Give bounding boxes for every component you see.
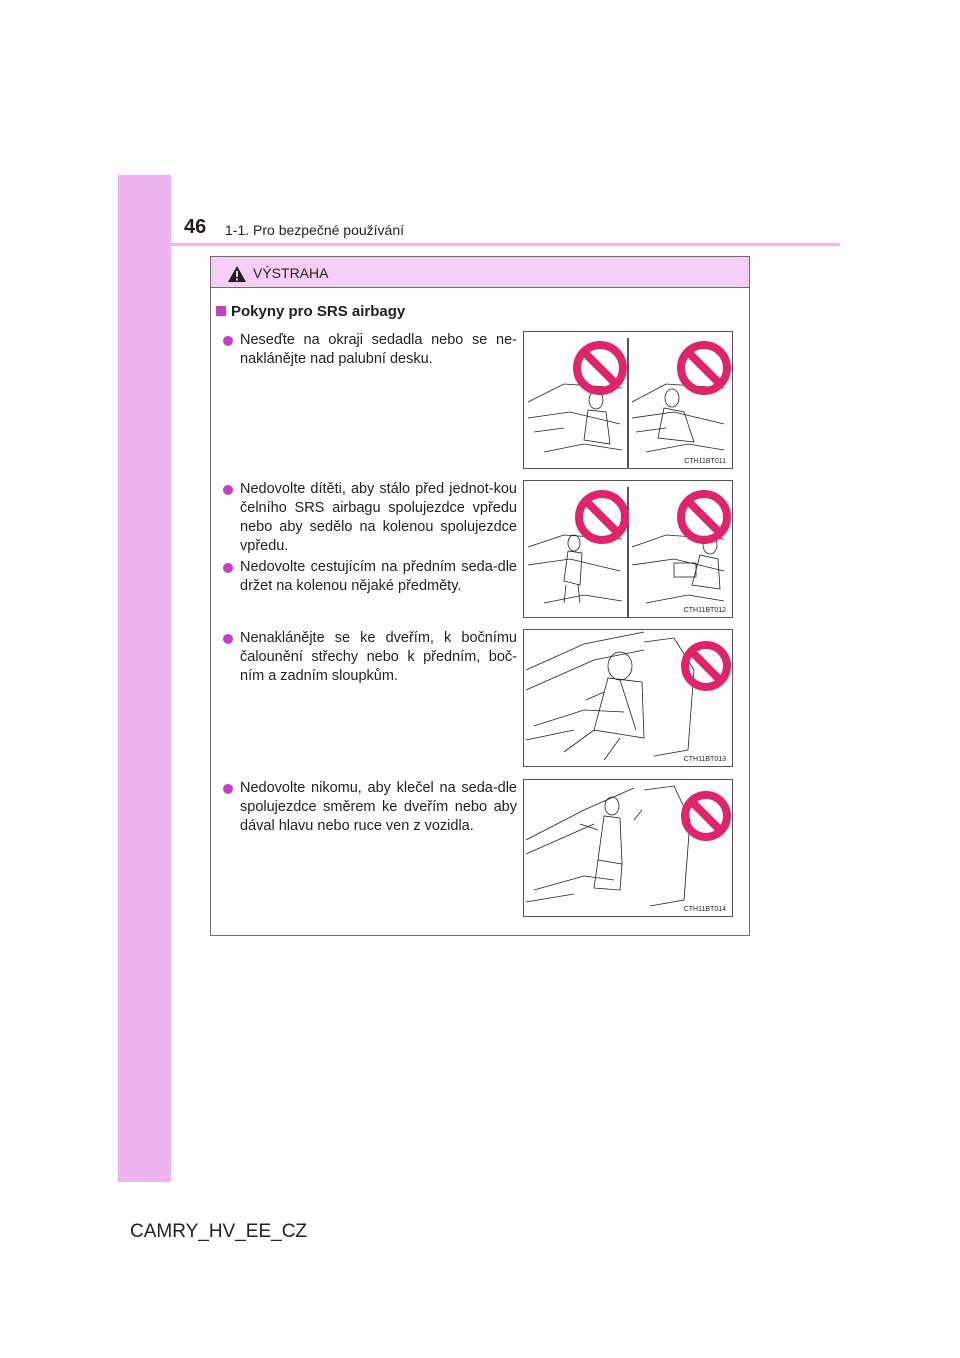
prohibition-icon: [685, 795, 727, 837]
prohibition-icon: [577, 345, 727, 391]
bullet-dot-icon: [223, 336, 233, 346]
bullet-item: [223, 629, 517, 686]
bullet-item: [223, 779, 517, 836]
section-title-text: Pokyny pro SRS airbagy: [231, 303, 406, 320]
figure-code: CTH11BT012: [683, 607, 726, 614]
bullet-text: Nedovolte dítěti, aby stálo před jednot-kou čelního SRS airbagu spolujezdce vpředu nebo aby sedělo na kolenou spolujezdce vpředu.: [240, 481, 517, 554]
bullet-item: [223, 558, 517, 596]
bullet-dot-icon: [223, 784, 233, 794]
bullet-item: [223, 331, 517, 369]
bullet-text: Nedovolte nikomu, aby klečel na seda-dle spolujezdce směrem ke dveřím nebo aby dával hlavu nebo ruce ven z vozidla.: [240, 780, 517, 834]
bullet-dot-icon: [223, 485, 233, 495]
section-heading: 1-1. Pro bezpečné používání: [225, 222, 405, 238]
warning-triangle-icon: [227, 265, 247, 283]
figure-code: CTH11BT014: [683, 906, 726, 913]
page-number: 46: [184, 216, 207, 238]
illustration-lean-dashboard: [523, 331, 733, 469]
figure-code: CTH11BT011: [684, 458, 726, 465]
prohibition-icon: [579, 494, 727, 540]
illustration-child-standing: [523, 480, 733, 618]
bullet-dot-icon: [223, 634, 233, 644]
bullet-item: [223, 480, 517, 556]
warning-box: [210, 256, 750, 936]
figure-code: CTH11BT013: [683, 756, 726, 763]
warning-header: [211, 257, 749, 288]
bullet-dot-icon: [223, 563, 233, 573]
illustration-kneeling: [523, 779, 733, 917]
document-code: CAMRY_HV_EE_CZ: [130, 1221, 308, 1242]
illustration-lean-door: [523, 629, 733, 767]
section-title: [216, 303, 405, 320]
bullet-text: Nenaklánějte se ke dveřím, k bočnímu čalounění střechy nebo k předním, boč-ním a zadním sloupkům.: [240, 630, 517, 684]
header-rule: [118, 243, 840, 246]
side-tab-band: [118, 175, 171, 1182]
warning-label: VÝSTRAHA: [253, 265, 329, 281]
bullet-text: Nedovolte cestujícím na předním seda-dle držet na kolenou nějaké předměty.: [240, 559, 517, 594]
bullet-text: Neseďte na okraji sedadla nebo se ne-naklánějte nad palubní desku.: [240, 332, 517, 367]
square-bullet-icon: [216, 306, 226, 316]
